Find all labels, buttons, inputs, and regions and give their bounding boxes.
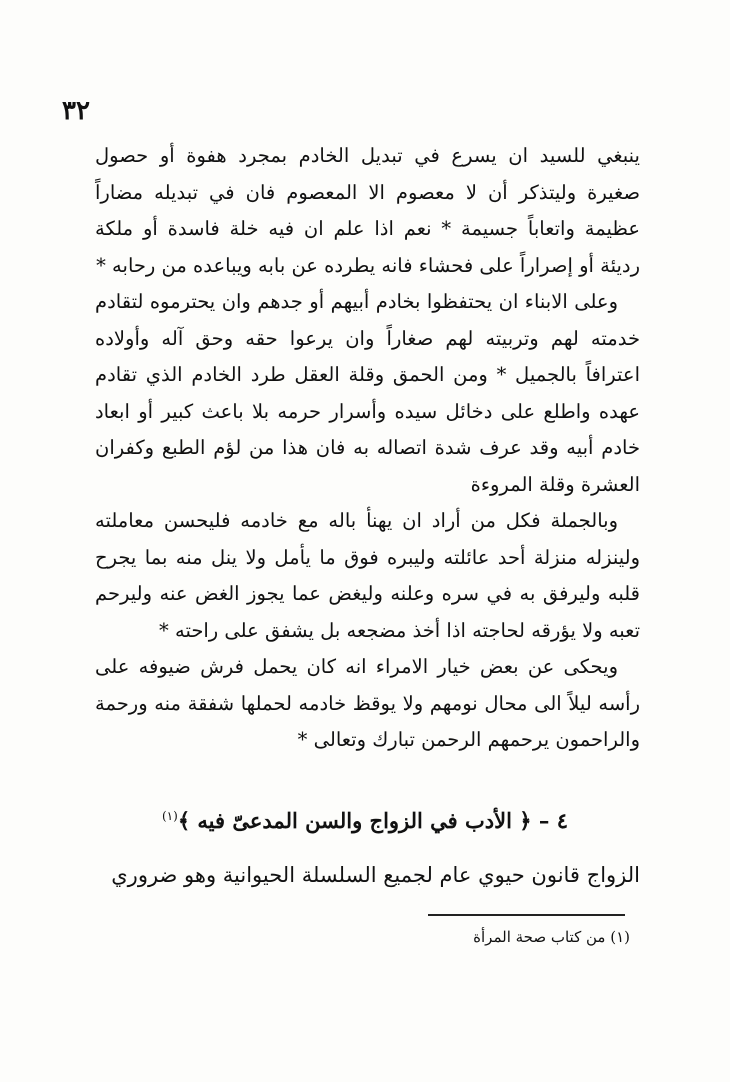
section-title: ﴿ الأدب في الزواج والسن المدعىّ فيه ﴾ <box>177 808 532 833</box>
body-text <box>95 138 640 759</box>
section-dash: – <box>538 808 550 833</box>
footnote-divider <box>428 914 625 916</box>
footnote: (١) من كتاب صحة المرأة <box>473 928 630 946</box>
paragraph: ينبغي للسيد ان يسرع في تبديل الخادم بمجرد هفوة أو حصول صغيرة وليتذكر أن لا معصوم الا المعصوم فان في تبديله مضاراً عظيمة واتعاباً جسيمة * نعم اذا علم ان فيه خلة فاسدة أو ملكة رديئة أو إصراراً على فحشاء فانه يطرده عن بابه ويباعده من رحابه * <box>95 144 640 277</box>
footnote-ref: (١) <box>161 809 178 823</box>
section-number: ٤ <box>556 808 568 833</box>
paragraph: ويحكى عن بعض خيار الامراء انه كان يحمل فرش ضيوفه على رأسه ليلاً الى محال نومهم ولا يوقظ خادمه لحملها شفقة منه ورحمة والراحمون يرحمهم الرحمن تبارك وتعالى * <box>95 655 640 751</box>
paragraph: وعلى الابناء ان يحتفظوا بخادم أبيهم أو جدهم وان يحترموه لتقادم خدمته لهم وتربيته لهم صغاراً وان يرعوا حقه وحق آله وأولاده اعترافاً بالجميل * ومن الحمق وقلة العقل طرد الخادم الذي تقادم عهده واطلع على دخائل سيده وأسرار حرمه بلا باعث كبير أو ابعاد خادم أبيه وقد عرف شدة اتصاله به فان هذا من لؤم الطبع وكفران العشرة وقلة المروءة <box>95 290 640 496</box>
paragraph: وبالجملة فكل من أراد ان يهنأ باله مع خادمه فليحسن معاملته ولينزله منزلة أحد عائلته وليبره فوق ما يأمل ولا ينل منه بما يجرح قلبه وليرفق به في سره وعلنه وليغض عما يجوز الغض عنه وليرحم تعبه ولا يؤرقه لحاجته اذا أخذ مضجعه بل يشفق على راحته * <box>95 509 640 642</box>
paragraph-start: الزواج قانون حيوي عام لجميع السلسلة الحيوانية وهو ضروري <box>111 863 640 887</box>
section-heading <box>150 808 580 833</box>
page-number: ٣٢ <box>62 96 90 126</box>
